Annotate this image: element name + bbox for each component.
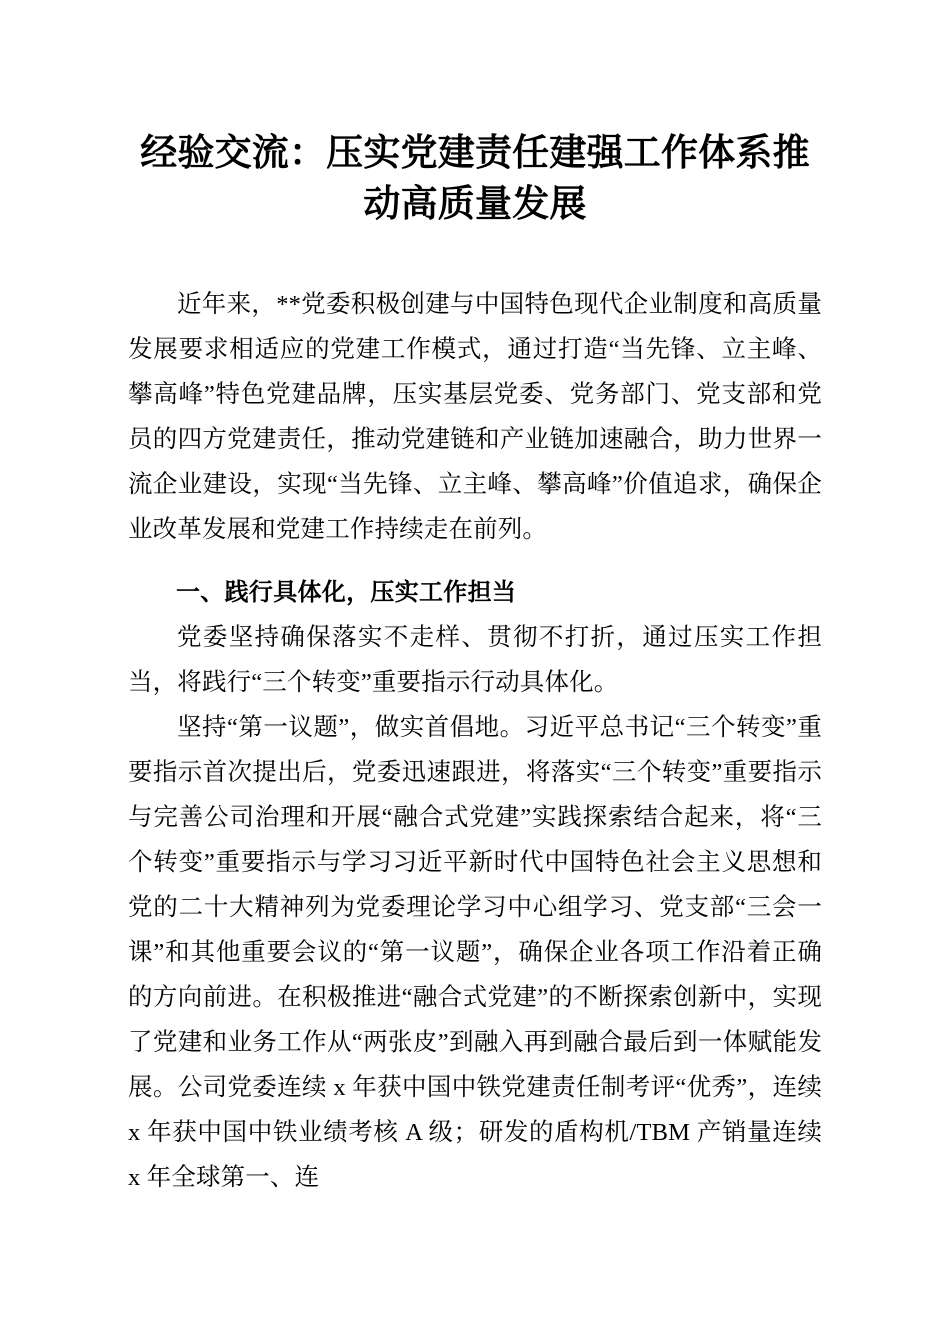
paragraph-intro: 近年来，**党委积极创建与中国特色现代企业制度和高质量发展要求相适应的党建工作模式，通过打造“当先锋、立主峰、攀高峰”特色党建品牌，压实基层党委、党务部门、党支部和党员的四方党建责任，推动党建链和产业链加速融合，助力世界一流企业建设，实现“当先锋、立主峰、攀高峰”价值追求，确保企业改革发展和党建工作持续走在前列。	[128, 291, 822, 543]
paragraph-section-1-1: 党委坚持确保落实不走样、贯彻不打折，通过压实工作担当，将践行“三个转变”重要指示行动具体化。	[128, 624, 822, 696]
document-content	[128, 0, 822, 1200]
section-heading-1: 一、践行具体化，压实工作担当	[176, 579, 517, 606]
document-title: 经验交流：压实党建责任建强工作体系推动高质量发展	[140, 133, 810, 225]
paragraph-section-1-2: 坚持“第一议题”，做实首倡地。习近平总书记“三个转变”重要指示首次提出后，党委迅速跟进，将落实“三个转变”重要指示与完善公司治理和开展“融合式党建”实践探索结合起来，将“三个转变”重要指示与学习习近平新时代中国特色社会主义思想和党的二十大精神列为党委理论学习中心组学习、党支部“三会一课”和其他重要会议的“第一议题”，确保企业各项工作沿着正确的方向前进。在积极推进“融合式党建”的不断探索创新中，实现了党建和业务工作从“两张皮”到融入再到融合最后到一体赋能发展。公司党委连续 x 年获中国中铁党建责任制考评“优秀”，连续 x 年获中国中铁业绩考核 A 级；研发的盾构机/TBM 产销量连续 x 年全球第一、连	[128, 714, 822, 1191]
